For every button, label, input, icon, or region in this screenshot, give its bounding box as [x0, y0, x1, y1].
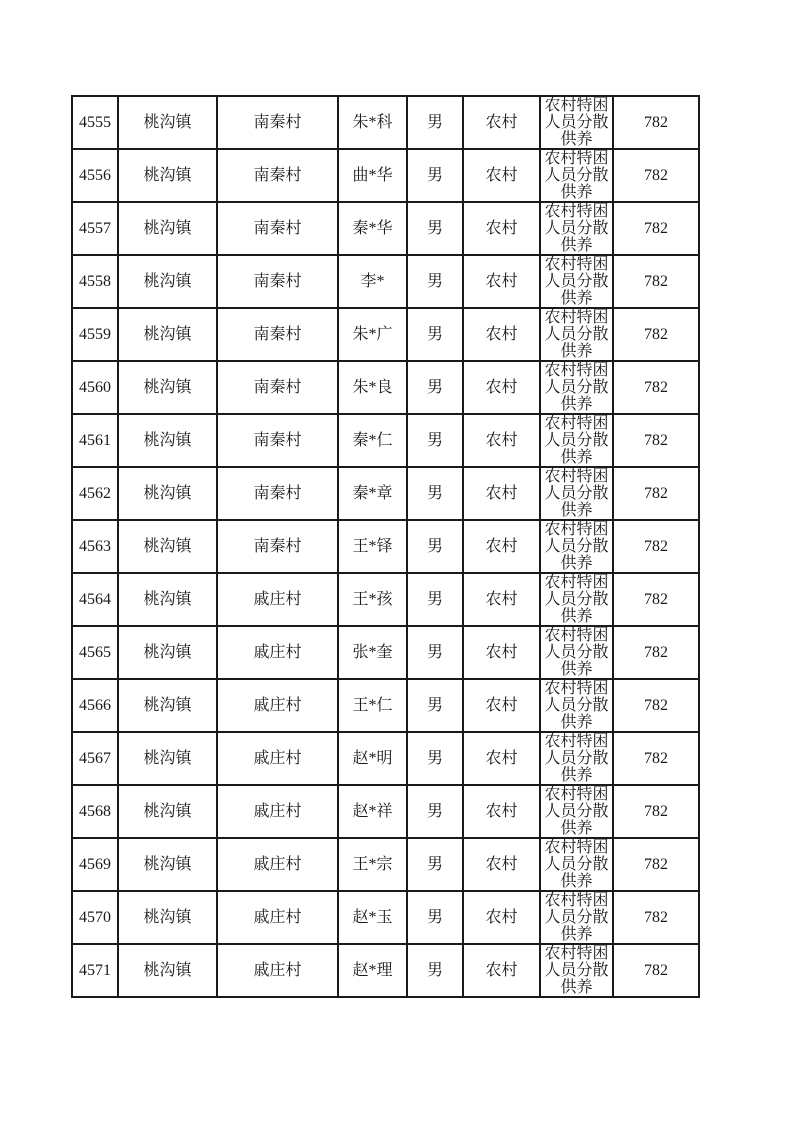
cell-amount: 782 [613, 891, 699, 944]
cell-serial-number: 4571 [72, 944, 118, 997]
cell-serial-number: 4566 [72, 679, 118, 732]
cell-village: 南秦村 [217, 520, 338, 573]
cell-serial-number: 4570 [72, 891, 118, 944]
cell-area-type: 农村 [463, 414, 540, 467]
cell-town: 桃沟镇 [118, 732, 217, 785]
cell-support-category: 农村特困人员分散供养 [540, 96, 613, 149]
table-row [72, 96, 699, 149]
table-row [72, 255, 699, 308]
cell-support-category: 农村特困人员分散供养 [540, 520, 613, 573]
cell-amount: 782 [613, 467, 699, 520]
cell-area-type: 农村 [463, 944, 540, 997]
cell-village: 南秦村 [217, 202, 338, 255]
cell-support-category: 农村特困人员分散供养 [540, 944, 613, 997]
cell-area-type: 农村 [463, 467, 540, 520]
cell-town: 桃沟镇 [118, 361, 217, 414]
cell-person-name: 赵*祥 [338, 785, 407, 838]
cell-amount: 782 [613, 573, 699, 626]
cell-serial-number: 4569 [72, 838, 118, 891]
cell-support-category: 农村特困人员分散供养 [540, 255, 613, 308]
cell-amount: 782 [613, 149, 699, 202]
cell-village: 南秦村 [217, 467, 338, 520]
cell-gender: 男 [407, 149, 463, 202]
cell-area-type: 农村 [463, 732, 540, 785]
cell-person-name: 朱*科 [338, 96, 407, 149]
table-row [72, 891, 699, 944]
cell-gender: 男 [407, 96, 463, 149]
cell-town: 桃沟镇 [118, 202, 217, 255]
cell-village: 南秦村 [217, 149, 338, 202]
cell-amount: 782 [613, 308, 699, 361]
cell-town: 桃沟镇 [118, 838, 217, 891]
cell-town: 桃沟镇 [118, 414, 217, 467]
cell-area-type: 农村 [463, 149, 540, 202]
cell-village: 戚庄村 [217, 785, 338, 838]
table-row [72, 573, 699, 626]
cell-area-type: 农村 [463, 361, 540, 414]
table-row [72, 308, 699, 361]
cell-amount: 782 [613, 255, 699, 308]
cell-serial-number: 4562 [72, 467, 118, 520]
cell-village: 南秦村 [217, 361, 338, 414]
cell-serial-number: 4557 [72, 202, 118, 255]
table-row [72, 679, 699, 732]
cell-support-category: 农村特困人员分散供养 [540, 891, 613, 944]
cell-village: 南秦村 [217, 96, 338, 149]
cell-amount: 782 [613, 96, 699, 149]
cell-area-type: 农村 [463, 626, 540, 679]
cell-serial-number: 4564 [72, 573, 118, 626]
cell-village: 戚庄村 [217, 732, 338, 785]
cell-area-type: 农村 [463, 520, 540, 573]
cell-person-name: 秦*章 [338, 467, 407, 520]
cell-town: 桃沟镇 [118, 944, 217, 997]
cell-serial-number: 4556 [72, 149, 118, 202]
cell-gender: 男 [407, 679, 463, 732]
cell-support-category: 农村特困人员分散供养 [540, 626, 613, 679]
cell-support-category: 农村特困人员分散供养 [540, 573, 613, 626]
cell-gender: 男 [407, 785, 463, 838]
cell-person-name: 王*宗 [338, 838, 407, 891]
cell-serial-number: 4567 [72, 732, 118, 785]
cell-support-category: 农村特困人员分散供养 [540, 202, 613, 255]
cell-area-type: 农村 [463, 96, 540, 149]
cell-support-category: 农村特困人员分散供养 [540, 467, 613, 520]
cell-support-category: 农村特困人员分散供养 [540, 308, 613, 361]
document-page [71, 95, 700, 998]
cell-amount: 782 [613, 626, 699, 679]
cell-person-name: 张*奎 [338, 626, 407, 679]
cell-area-type: 农村 [463, 891, 540, 944]
cell-town: 桃沟镇 [118, 467, 217, 520]
cell-gender: 男 [407, 573, 463, 626]
table-row [72, 520, 699, 573]
cell-person-name: 王*仁 [338, 679, 407, 732]
cell-area-type: 农村 [463, 573, 540, 626]
table-row [72, 838, 699, 891]
cell-town: 桃沟镇 [118, 891, 217, 944]
cell-amount: 782 [613, 944, 699, 997]
cell-support-category: 农村特困人员分散供养 [540, 149, 613, 202]
cell-gender: 男 [407, 520, 463, 573]
cell-gender: 男 [407, 414, 463, 467]
table-row [72, 732, 699, 785]
cell-serial-number: 4555 [72, 96, 118, 149]
cell-person-name: 赵*玉 [338, 891, 407, 944]
cell-amount: 782 [613, 679, 699, 732]
cell-person-name: 李* [338, 255, 407, 308]
welfare-roster-table [71, 95, 700, 998]
cell-serial-number: 4565 [72, 626, 118, 679]
cell-support-category: 农村特困人员分散供养 [540, 679, 613, 732]
cell-village: 戚庄村 [217, 891, 338, 944]
cell-area-type: 农村 [463, 838, 540, 891]
cell-village: 戚庄村 [217, 838, 338, 891]
cell-village: 南秦村 [217, 255, 338, 308]
table-row [72, 944, 699, 997]
cell-gender: 男 [407, 308, 463, 361]
cell-gender: 男 [407, 891, 463, 944]
cell-gender: 男 [407, 467, 463, 520]
cell-person-name: 赵*理 [338, 944, 407, 997]
cell-area-type: 农村 [463, 785, 540, 838]
cell-serial-number: 4560 [72, 361, 118, 414]
cell-village: 戚庄村 [217, 573, 338, 626]
cell-person-name: 王*孩 [338, 573, 407, 626]
cell-town: 桃沟镇 [118, 520, 217, 573]
cell-town: 桃沟镇 [118, 308, 217, 361]
cell-serial-number: 4558 [72, 255, 118, 308]
cell-gender: 男 [407, 626, 463, 679]
cell-person-name: 秦*仁 [338, 414, 407, 467]
cell-gender: 男 [407, 202, 463, 255]
cell-gender: 男 [407, 361, 463, 414]
cell-person-name: 朱*广 [338, 308, 407, 361]
table-body [72, 96, 699, 997]
cell-person-name: 曲*华 [338, 149, 407, 202]
cell-person-name: 赵*明 [338, 732, 407, 785]
cell-town: 桃沟镇 [118, 785, 217, 838]
cell-village: 戚庄村 [217, 679, 338, 732]
cell-serial-number: 4559 [72, 308, 118, 361]
cell-amount: 782 [613, 785, 699, 838]
cell-town: 桃沟镇 [118, 96, 217, 149]
cell-gender: 男 [407, 255, 463, 308]
cell-person-name: 王*铎 [338, 520, 407, 573]
cell-town: 桃沟镇 [118, 149, 217, 202]
cell-gender: 男 [407, 732, 463, 785]
cell-amount: 782 [613, 520, 699, 573]
cell-amount: 782 [613, 732, 699, 785]
cell-support-category: 农村特困人员分散供养 [540, 732, 613, 785]
cell-gender: 男 [407, 838, 463, 891]
cell-serial-number: 4568 [72, 785, 118, 838]
cell-village: 戚庄村 [217, 944, 338, 997]
cell-area-type: 农村 [463, 255, 540, 308]
cell-area-type: 农村 [463, 308, 540, 361]
cell-support-category: 农村特困人员分散供养 [540, 838, 613, 891]
cell-support-category: 农村特困人员分散供养 [540, 361, 613, 414]
cell-village: 南秦村 [217, 414, 338, 467]
cell-serial-number: 4563 [72, 520, 118, 573]
cell-town: 桃沟镇 [118, 679, 217, 732]
table-row [72, 785, 699, 838]
cell-village: 戚庄村 [217, 626, 338, 679]
table-row [72, 414, 699, 467]
cell-gender: 男 [407, 944, 463, 997]
cell-support-category: 农村特困人员分散供养 [540, 414, 613, 467]
table-row [72, 361, 699, 414]
cell-person-name: 秦*华 [338, 202, 407, 255]
cell-town: 桃沟镇 [118, 626, 217, 679]
cell-town: 桃沟镇 [118, 255, 217, 308]
table-row [72, 202, 699, 255]
cell-area-type: 农村 [463, 679, 540, 732]
cell-village: 南秦村 [217, 308, 338, 361]
cell-amount: 782 [613, 838, 699, 891]
cell-person-name: 朱*良 [338, 361, 407, 414]
cell-area-type: 农村 [463, 202, 540, 255]
cell-amount: 782 [613, 202, 699, 255]
table-row [72, 149, 699, 202]
table-row [72, 626, 699, 679]
cell-town: 桃沟镇 [118, 573, 217, 626]
cell-amount: 782 [613, 361, 699, 414]
cell-amount: 782 [613, 414, 699, 467]
cell-support-category: 农村特困人员分散供养 [540, 785, 613, 838]
table-row [72, 467, 699, 520]
cell-serial-number: 4561 [72, 414, 118, 467]
